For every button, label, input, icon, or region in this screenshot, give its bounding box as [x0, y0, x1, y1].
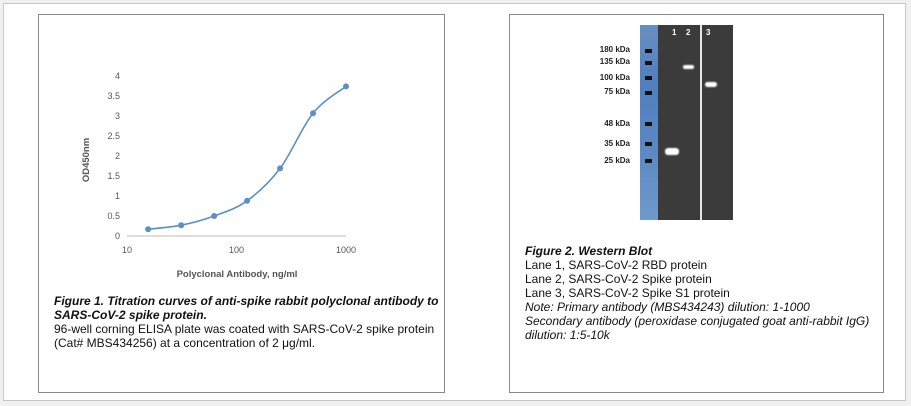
y-axis-label: OD450nm — [81, 137, 92, 183]
y-tick-label: 3.5 — [107, 91, 120, 101]
lane-label-1: 1 — [672, 28, 677, 37]
marker-48: 48 kDa — [604, 119, 630, 128]
data-point — [244, 198, 250, 204]
y-tick-label: 0 — [114, 231, 120, 241]
y-tick-label: 1.5 — [107, 171, 120, 181]
x-tick-label: 10 — [121, 245, 133, 255]
figure-1-title: Figure 1. Titration curves of anti-spike rabbit polyclonal antibody to SARS-CoV-2 spike protein. — [54, 294, 439, 322]
y-tick-label: 4 — [114, 71, 120, 81]
lane-1-description: Lane 1, SARS-CoV-2 RBD protein — [525, 258, 708, 272]
western-blot-image — [640, 25, 733, 220]
x-tick-label: 100 — [228, 245, 245, 255]
data-point — [211, 213, 217, 219]
figure-2-panel — [509, 14, 884, 393]
y-tick-label: 1 — [114, 191, 120, 201]
protein-ladder — [640, 25, 658, 220]
lane-2-description: Lane 2, SARS-CoV-2 Spike protein — [525, 272, 712, 286]
figure-2-caption — [525, 244, 875, 342]
titration-curve — [148, 86, 346, 229]
lane-divider — [700, 25, 702, 220]
data-point — [310, 110, 316, 116]
data-point — [178, 222, 184, 228]
secondary-antibody-note: Secondary antibody (peroxidase conjugated goat anti-rabbit IgG) dilution: 1:5-10k — [525, 314, 870, 342]
y-tick-label: 2.5 — [107, 131, 120, 141]
data-point — [145, 226, 151, 232]
primary-antibody-note: Note: Primary antibody (MBS434243) dilution: 1-1000 — [525, 300, 810, 314]
y-tick-label: 3 — [114, 111, 120, 121]
band-lane-2 — [683, 65, 694, 69]
band-lane-3 — [705, 82, 717, 87]
page-frame — [3, 3, 906, 401]
marker-75: 75 kDa — [604, 87, 630, 96]
figure-1-caption — [54, 294, 439, 350]
lane-3-description: Lane 3, SARS-CoV-2 Spike S1 protein — [525, 286, 730, 300]
x-axis-label: Polyclonal Antibody, ng/ml — [176, 269, 298, 280]
data-point — [343, 83, 349, 89]
marker-25: 25 kDa — [604, 156, 630, 165]
data-point — [277, 165, 283, 171]
x-tick-label: 1000 — [335, 245, 357, 255]
lane-label-2: 2 — [686, 28, 691, 37]
figure-2-title: Figure 2. Western Blot — [525, 244, 653, 258]
titration-chart — [39, 15, 444, 285]
blot-lanes — [658, 25, 733, 220]
figure-1-panel — [38, 14, 445, 393]
y-tick-label: 0.5 — [107, 211, 120, 221]
marker-180: 180 kDa — [599, 45, 630, 54]
figure-1-text: 96-well corning ELISA plate was coated with SARS-CoV-2 spike protein (Cat# MBS434256) at a concentration of 2 μg/ml. — [54, 322, 435, 350]
y-tick-label: 2 — [114, 151, 120, 161]
marker-135: 135 kDa — [599, 57, 630, 66]
band-lane-1 — [665, 148, 679, 155]
marker-100: 100 kDa — [599, 73, 630, 82]
marker-35: 35 kDa — [604, 139, 630, 148]
lane-label-3: 3 — [706, 28, 711, 37]
